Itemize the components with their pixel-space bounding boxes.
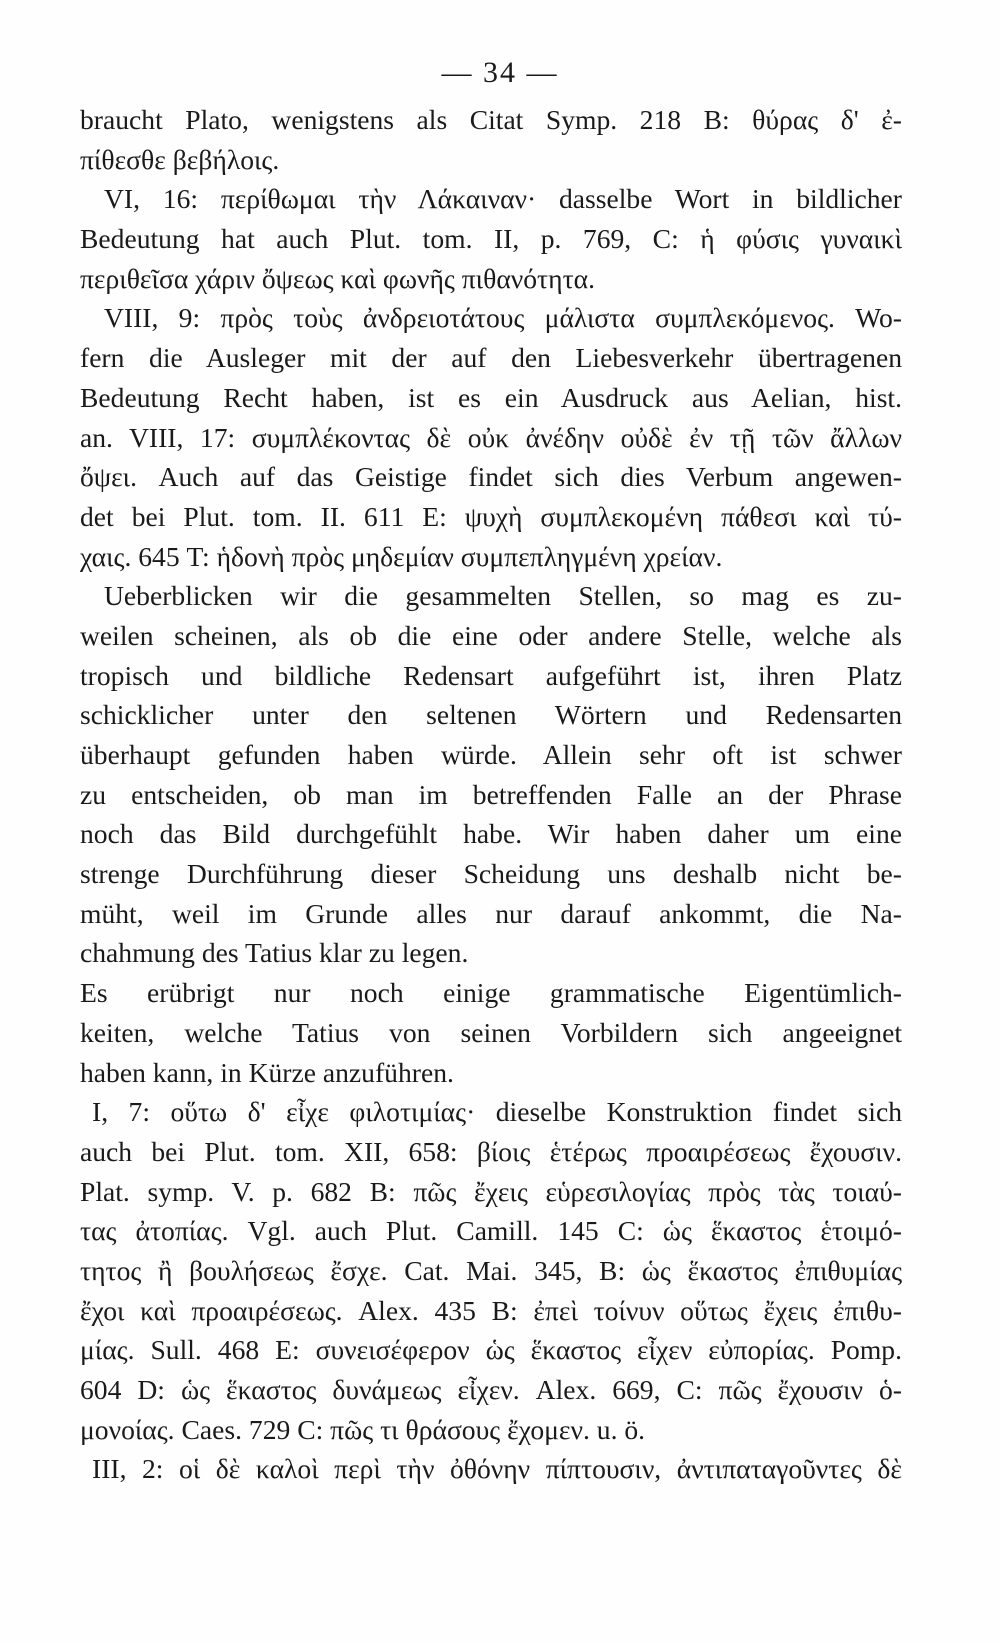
text-line: VIII, 9: πρὸς τοὺς ἀνδρειοτάτους μάλιστα συμπλεκόμενος. Wo- bbox=[104, 302, 902, 334]
text-line: Plat. symp. V. p. 682 B: πῶς ἔχεις εὑρεσιλογίας πρὸς τὰς τοιαύ- bbox=[80, 1175, 902, 1207]
text-line: πίθεσθε βεβήλοις. bbox=[80, 143, 280, 175]
body-text bbox=[80, 100, 902, 1489]
text-line: χαις. 645 T: ἡδονὴ πρὸς μηδεμίαν συμπεπληγμένη χρείαν. bbox=[80, 540, 723, 572]
text-line: haben kann, in Kürze anzuführen. bbox=[80, 1056, 454, 1088]
text-line: Bedeutung Recht haben, ist es ein Ausdruck aus Aelian, hist. bbox=[80, 381, 902, 413]
text-line: περιθεῖσα χάριν ὄψεως καὶ φωνῆς πιθανότητα. bbox=[80, 262, 596, 294]
text-line: noch das Bild durchgefühlt habe. Wir haben daher um eine bbox=[80, 818, 902, 850]
text-line: braucht Plato, wenigstens als Citat Symp. 218 B: θύρας δ' ἐ- bbox=[80, 104, 902, 135]
text-line: zu entscheiden, ob man im betreffenden Falle an der Phrase bbox=[80, 778, 902, 810]
text-line: Ueberblicken wir die gesammelten Stellen, so mag es zu- bbox=[104, 580, 902, 612]
text-line: μίας. Sull. 468 E: συνεισέφερον ὡς ἕκαστος εἶχεν εὐπορίας. Pomp. bbox=[80, 1334, 902, 1366]
text-line: ἔχοι καὶ προαιρέσεως. Alex. 435 B: ἐπεὶ τοίνυν οὕτως ἔχεις ἐπιθυ- bbox=[80, 1294, 902, 1326]
text-line: auch bei Plut. tom. XII, 658: βίοις ἑτέρως προαιρέσεως ἔχουσιν. bbox=[80, 1135, 902, 1167]
text-line: Bedeutung hat auch Plut. tom. II, p. 769, C: ἡ φύσις γυναικὶ bbox=[80, 223, 902, 255]
text-line: 604 D: ὡς ἕκαστος δυνάμεως εἶχεν. Alex. 669, C: πῶς ἔχουσιν ὁ- bbox=[80, 1374, 902, 1405]
text-line: ὄψει. Auch auf das Geistige findet sich dies Verbum angewen- bbox=[80, 461, 902, 493]
text-line: strenge Durchführung dieser Scheidung uns deshalb nicht be- bbox=[80, 858, 902, 890]
text-line: tropisch und bildliche Redensart aufgeführt ist, ihren Platz bbox=[80, 659, 902, 691]
text-line: chahmung des Tatius klar zu legen. bbox=[80, 937, 469, 969]
text-line: VI, 16: περίθωμαι τὴν Λάκαιναν· dasselbe Wort in bildlicher bbox=[104, 183, 902, 215]
text-line: fern die Ausleger mit der auf den Liebesverkehr übertragenen bbox=[80, 342, 902, 374]
text-line: Es erübrigt nur noch einige grammatische Eigentümlich- bbox=[80, 977, 902, 1009]
text-line: τητος ἢ βουλήσεως ἔσχε. Cat. Mai. 345, B: ὡς ἕκαστος ἐπιθυμίας bbox=[80, 1254, 902, 1286]
text-line: weilen scheinen, als ob die eine oder andere Stelle, welche als bbox=[80, 619, 902, 651]
text-line: det bei Plut. tom. II. 611 E: ψυχὴ συμπλεκομένη πάθεσι καὶ τύ- bbox=[80, 500, 902, 532]
text-line: I, 7: οὕτω δ' εἶχε φιλοτιμίας· dieselbe Konstruktion findet sich bbox=[92, 1096, 902, 1128]
text-line: müht, weil im Grunde alles nur darauf ankommt, die Na- bbox=[80, 897, 902, 929]
text-line: τας ἀτοπίας. Vgl. auch Plut. Camill. 145 C: ὡς ἕκαστος ἑτοιμό- bbox=[80, 1215, 902, 1247]
text-line: μονοίας. Caes. 729 C: πῶς τι θράσους ἔχομεν. u. ö. bbox=[80, 1413, 646, 1445]
text-line: an. VIII, 17: συμπλέκοντας δὲ οὐκ ἀνέδην οὐδὲ ἐν τῇ τῶν ἄλλων bbox=[80, 421, 902, 453]
text-line: keiten, welche Tatius von seinen Vorbildern sich angeeignet bbox=[80, 1016, 902, 1048]
page-number: — 34 — bbox=[441, 56, 559, 89]
text-line: überhaupt gefunden haben würde. Allein sehr oft ist schwer bbox=[80, 739, 902, 770]
text-line: schicklicher unter den seltenen Wörtern und Redensarten bbox=[80, 699, 902, 731]
text-line: III, 2: οἱ δὲ καλοὶ περὶ τὴν ὀθόνην πίπτουσιν, ἀντιπαταγοῦντες δὲ bbox=[92, 1453, 902, 1485]
